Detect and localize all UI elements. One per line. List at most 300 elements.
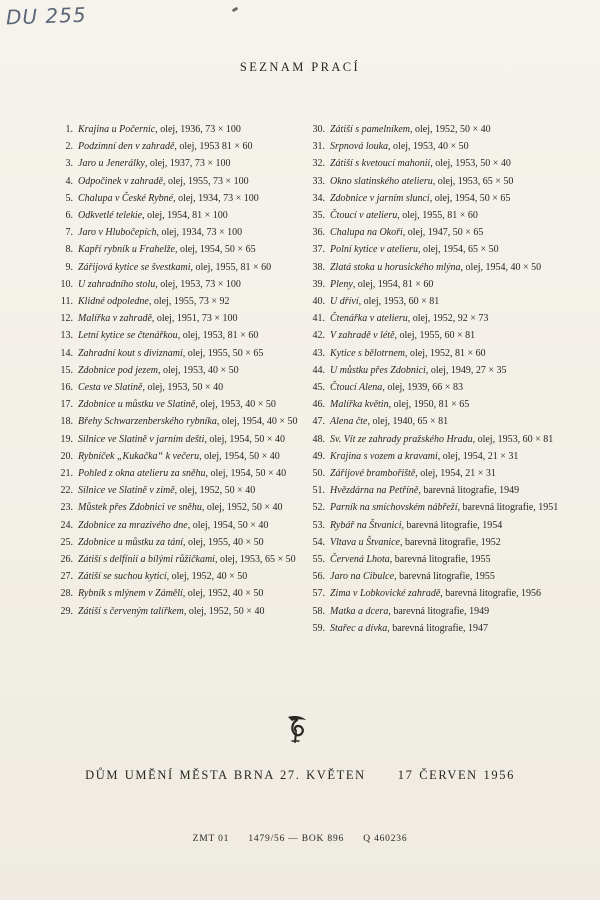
work-details: , barevná litografie, 1951 (457, 502, 559, 514)
work-title: Zdobnice za mrazivého dne (78, 519, 188, 531)
work-title: Kytice s bělotrnem (330, 347, 405, 359)
work-description (78, 121, 302, 138)
work-entry (52, 310, 302, 327)
work-description (330, 585, 564, 602)
work-description (330, 293, 564, 310)
work-description (330, 499, 564, 516)
work-details: , olej, 1936, 73 × 100 (155, 124, 241, 135)
work-title: Letní kytice se čtenářkou (78, 330, 178, 342)
work-description (78, 431, 302, 448)
work-details: , olej, 1951, 73 × 100 (151, 313, 238, 325)
work-title: Pleny (330, 278, 353, 290)
work-number: 18. (60, 416, 73, 428)
work-description (78, 448, 302, 465)
work-title: Okno slatinského atelieru (330, 175, 433, 187)
work-number: 57. (312, 588, 325, 600)
work-description (330, 534, 564, 551)
work-title: Podzimní den v zahradě (78, 141, 175, 153)
work-title: Břehy Schwarzenberského rybníka (78, 416, 217, 428)
work-title: Alena čte (330, 416, 368, 428)
work-number: 58. (312, 605, 325, 617)
work-details: , olej, 1939, 66 × 83 (382, 382, 463, 394)
work-entry (304, 190, 564, 207)
work-details: , olej, 1934, 73 × 100 (156, 227, 243, 239)
work-title: Odpočinek v zahradě (78, 175, 163, 187)
work-entry (304, 499, 564, 516)
work-number: 40. (312, 296, 325, 308)
work-number: 59. (312, 622, 325, 634)
work-entry (304, 448, 564, 465)
work-details: , olej, 1955, 73 × 92 (148, 296, 230, 308)
work-title: Zdobnice pod jezem (78, 364, 158, 376)
work-entry (52, 482, 302, 499)
work-number: 48. (312, 433, 325, 445)
work-title: Čtoucí v atelieru (330, 210, 398, 222)
exhibition-footer (0, 768, 600, 783)
work-number: 51. (312, 485, 325, 497)
work-details: , olej, 1954, 50 × 65 (174, 244, 256, 256)
work-details: , barevná litografie, 1949 (418, 485, 520, 497)
work-entry (52, 327, 302, 344)
work-number: 13. (60, 330, 73, 342)
work-entry (304, 568, 564, 585)
work-title: Zdobnice v jarním slunci (330, 192, 430, 204)
work-details: , olej, 1955, 40 × 50 (183, 536, 264, 548)
work-description (330, 517, 564, 534)
work-description (78, 585, 302, 602)
work-entry (52, 224, 302, 241)
work-details: , olej, 1955, 73 × 100 (162, 175, 249, 187)
work-details: , olej, 1955, 50 × 65 (182, 347, 264, 359)
work-details: , olej, 1954, 40 × 50 (460, 261, 542, 273)
work-description (330, 431, 564, 448)
work-title: Zářijové brambořiště (330, 468, 416, 480)
work-number: 12. (60, 313, 73, 325)
work-title: Jaro v Hlubočepích (78, 227, 157, 239)
work-title: Silnice ve Slatině v jarním dešti (78, 433, 205, 445)
work-number: 16. (60, 382, 73, 394)
work-number: 6. (65, 210, 73, 222)
work-details: , olej, 1955, 60 × 81 (394, 330, 476, 342)
work-entry (52, 241, 302, 258)
work-description (330, 603, 564, 620)
work-number: 25. (60, 536, 73, 548)
work-details: , olej, 1954, 50 × 65 (429, 192, 511, 204)
work-description (330, 448, 564, 465)
work-entry (52, 379, 302, 396)
work-title: Zátiší s pamelníkem (330, 124, 410, 135)
work-title: Jaro na Cibulce (330, 571, 395, 583)
work-details: , olej, 1953, 73 × 100 (155, 278, 241, 290)
work-entry (304, 413, 564, 430)
work-details: , olej, 1953, 50 × 40 (142, 382, 224, 394)
work-number: 34. (312, 192, 325, 204)
work-entry (52, 517, 302, 534)
work-entry (52, 207, 302, 224)
work-title: Čtoucí Alena (330, 382, 383, 394)
work-details: , olej, 1954, 65 × 50 (418, 244, 499, 256)
work-description (330, 224, 564, 241)
work-description (330, 259, 564, 276)
work-details: , olej, 1953 81 × 60 (174, 141, 253, 153)
work-number: 55. (312, 554, 325, 566)
work-entry (304, 396, 564, 413)
work-entry (52, 448, 302, 465)
work-details: , olej, 1954, 21 × 31 (415, 468, 496, 480)
work-entry (52, 396, 302, 413)
work-details: , olej, 1953, 50 × 40 (430, 158, 511, 170)
work-details: , olej, 1952, 40 × 50 (182, 588, 264, 600)
work-description (330, 551, 564, 568)
work-details: , olej, 1949, 27 × 35 (425, 364, 507, 376)
work-entry (52, 431, 302, 448)
work-details: , barevná litografie, 1955 (394, 571, 495, 583)
work-entry (304, 585, 564, 602)
print-permit: 1479/56 — BOK 896 (248, 834, 345, 844)
work-description (330, 173, 564, 190)
work-description (78, 379, 302, 396)
work-title: Zátiší se suchou kyticí (78, 571, 167, 583)
work-details: , olej, 1954, 81 × 60 (352, 278, 434, 290)
work-number: 50. (312, 468, 325, 480)
work-entry (52, 138, 302, 155)
work-details: , olej, 1955, 81 × 60 (190, 261, 272, 273)
work-title: Rybníček „Kukačka“ k večeru (78, 450, 200, 462)
work-description (78, 293, 302, 310)
work-number: 52. (312, 502, 325, 514)
work-number: 35. (312, 210, 325, 222)
work-details: , barevná litografie, 1952 (399, 536, 501, 548)
work-entry (52, 173, 302, 190)
work-details: , olej, 1940, 65 × 81 (367, 416, 449, 428)
work-entry (304, 173, 564, 190)
work-details: , olej, 1953, 40 × 50 (158, 364, 239, 376)
exhibition-start-date: 27. KVĚTEN (280, 768, 366, 782)
work-number: 22. (60, 485, 73, 497)
work-number: 8. (65, 244, 73, 256)
work-details: , olej, 1954, 81 × 100 (142, 210, 228, 222)
work-details: , olej, 1953, 65 × 50 (432, 175, 514, 187)
work-details: , olej, 1952, 81 × 60 (404, 347, 486, 359)
work-number: 1. (65, 124, 73, 135)
work-details: , olej, 1953, 81 × 60 (177, 330, 259, 342)
work-entry (304, 465, 564, 482)
work-description (78, 603, 302, 620)
work-details: , barevná litografie, 1949 (388, 605, 490, 617)
work-number: 47. (312, 416, 325, 428)
work-number: 11. (60, 296, 73, 308)
work-entry (304, 603, 564, 620)
work-number: 21. (60, 468, 73, 480)
work-entry (304, 293, 564, 310)
work-details: , olej, 1952, 92 × 73 (407, 313, 489, 325)
page-title: SEZNAM PRACÍ (239, 60, 361, 74)
work-entry (52, 259, 302, 276)
work-number: 14. (60, 347, 73, 359)
work-description (330, 155, 564, 172)
work-description (330, 465, 564, 482)
work-description (78, 138, 302, 155)
work-entry (304, 482, 564, 499)
work-number: 20. (60, 450, 73, 462)
work-entry (52, 465, 302, 482)
work-description (330, 310, 564, 327)
work-description (78, 310, 302, 327)
work-title: Odkvetlé telekie (78, 210, 143, 222)
work-description (78, 276, 302, 293)
work-title: Krajina u Počernic (78, 124, 156, 135)
work-entry (52, 568, 302, 585)
work-title: Vltava u Štvanice (330, 536, 400, 548)
work-description (78, 568, 302, 585)
work-entry (304, 620, 564, 637)
work-entry (52, 190, 302, 207)
work-title: Chalupa na Okoři (330, 227, 403, 239)
work-number: 4. (65, 175, 73, 187)
work-description (78, 551, 302, 568)
work-title: Rybář na Štvanici (330, 519, 402, 531)
work-number: 26. (60, 554, 73, 566)
work-description (78, 362, 302, 379)
work-title: Můstek přes Zdobnici ve sněhu (78, 502, 202, 514)
work-number: 39. (312, 278, 325, 290)
work-description (78, 345, 302, 362)
work-entry (304, 259, 564, 276)
work-entry (304, 345, 564, 362)
work-title: U můstku přes Zdobnici (330, 364, 426, 376)
work-details: , barevná litografie, 1954 (401, 519, 503, 531)
institution-name: DŮM UMĚNÍ MĚSTA BRNA (85, 768, 275, 782)
work-entry (304, 207, 564, 224)
work-entry (304, 551, 564, 568)
work-description (330, 345, 564, 362)
work-entry (304, 327, 564, 344)
work-title: Klidné odpoledne (78, 296, 149, 308)
work-entry (52, 155, 302, 172)
work-title: V zahradě v létě (330, 330, 395, 342)
work-number: 5. (65, 192, 73, 204)
work-description (78, 224, 302, 241)
work-details: , olej, 1950, 81 × 65 (388, 399, 470, 411)
work-entry (304, 138, 564, 155)
work-description (78, 241, 302, 258)
work-number: 49. (312, 450, 325, 462)
work-title: Kapří rybník u Frahelže (78, 244, 175, 256)
work-number: 43. (312, 347, 325, 359)
handwritten-inventory-mark: DU 255 (5, 2, 87, 30)
work-title: Malířka květin (330, 399, 389, 411)
work-details: , olej, 1952, 50 × 40 (174, 485, 256, 497)
work-entry (304, 224, 564, 241)
work-details: , olej, 1953, 60 × 81 (358, 296, 440, 308)
work-details: , olej, 1954, 50 × 40 (205, 468, 287, 480)
work-description (330, 190, 564, 207)
work-description (330, 241, 564, 258)
work-entry (52, 276, 302, 293)
work-entry (52, 585, 302, 602)
work-title: Matka a dcera (330, 605, 389, 617)
works-list-left-column (52, 121, 302, 620)
work-number: 42. (312, 330, 325, 342)
work-number: 23. (60, 502, 73, 514)
work-entry (52, 413, 302, 430)
work-number: 17. (60, 399, 73, 411)
work-entry (304, 362, 564, 379)
work-description (330, 568, 564, 585)
work-number: 56. (312, 571, 325, 583)
work-number: 44. (312, 364, 325, 376)
work-description (78, 465, 302, 482)
work-title: Stařec a dívka (330, 622, 388, 634)
work-title: Zahradní kout s diviznami (78, 347, 183, 359)
work-details: , olej, 1934, 73 × 100 (173, 192, 259, 204)
work-entry (304, 241, 564, 258)
work-title: Jaro u Jenerálky (78, 158, 145, 170)
work-title: Zdobnice u můstku ve Slatině (78, 399, 196, 411)
work-number: 7. (65, 227, 73, 239)
work-number: 27. (60, 571, 73, 583)
work-description (78, 499, 302, 516)
work-number: 2. (65, 141, 73, 153)
work-description (78, 207, 302, 224)
work-number: 24. (60, 519, 73, 531)
work-details: , olej, 1953, 40 × 50 (195, 399, 276, 411)
work-title: Pohled z okna atelieru za sněhu (78, 468, 206, 480)
work-description (330, 482, 564, 499)
work-entry (304, 276, 564, 293)
work-number: 29. (60, 605, 73, 617)
work-number: 9. (65, 261, 73, 273)
work-description (78, 413, 302, 430)
work-title: Hvězdárna na Petříně (330, 485, 419, 497)
work-entry (304, 517, 564, 534)
work-number: 46. (312, 399, 325, 411)
work-details: , olej, 1954, 50 × 40 (199, 450, 280, 462)
work-details: , barevná litografie, 1955 (389, 554, 491, 566)
publisher-logo-icon (284, 714, 310, 744)
work-description (330, 207, 564, 224)
work-number: 31. (312, 141, 325, 153)
work-title: Čtenářka v atelieru (330, 313, 408, 325)
work-number: 10. (60, 278, 73, 290)
work-description (78, 396, 302, 413)
work-number: 32. (312, 158, 325, 170)
work-number: 19. (60, 433, 73, 445)
work-description (78, 155, 302, 172)
work-title: Krajina s vozem a kravami (330, 450, 438, 462)
work-title: Silnice ve Slatině v zimě (78, 485, 175, 497)
work-description (330, 362, 564, 379)
work-entry (52, 603, 302, 620)
work-number: 33. (312, 175, 325, 187)
work-title: Sv. Vít ze zahrady pražského Hradu (330, 433, 473, 445)
work-details: , barevná litografie, 1947 (387, 622, 488, 634)
work-number: 45. (312, 382, 325, 394)
work-title: Červená Lhota (330, 554, 390, 566)
work-description (330, 276, 564, 293)
work-number: 38. (312, 261, 325, 273)
work-title: Zářijová kytice se švestkami (78, 261, 191, 273)
work-number: 28. (60, 588, 73, 600)
work-title: Cesta ve Slatině (78, 382, 143, 394)
work-details: , olej, 1954, 50 × 40 (204, 433, 285, 445)
work-description (78, 327, 302, 344)
work-title: U dříví (330, 296, 359, 308)
work-entry (304, 379, 564, 396)
work-description (330, 121, 564, 138)
work-entry (52, 121, 302, 138)
work-number: 53. (312, 519, 325, 531)
work-description (78, 517, 302, 534)
work-description (330, 413, 564, 430)
work-title: Zdobnice u můstku za tání (78, 536, 183, 548)
work-number: 41. (312, 313, 325, 325)
work-details: , olej, 1953, 60 × 81 (472, 433, 554, 445)
work-number: 15. (60, 364, 73, 376)
work-description (78, 173, 302, 190)
work-title: Parník na smíchovském nábřeží (330, 502, 458, 514)
work-entry (52, 551, 302, 568)
work-details: , olej, 1952, 50 × 40 (201, 502, 283, 514)
work-title: Rybník s mlýnem v Zámělí (78, 588, 183, 600)
work-description (330, 138, 564, 155)
work-entry (52, 293, 302, 310)
work-title: Chalupa v České Rybné (78, 192, 174, 204)
work-details: , olej, 1954, 21 × 31 (437, 450, 519, 462)
work-title: Zlatá stoka u horusického mlýna (330, 261, 461, 273)
work-details: , olej, 1955, 81 × 60 (397, 210, 478, 222)
work-entry (304, 121, 564, 138)
work-description (78, 482, 302, 499)
work-number: 3. (65, 158, 73, 170)
work-title: Srpnová louka (330, 141, 389, 153)
work-description (330, 327, 564, 344)
work-title: Zátiší s červeným talířkem (78, 605, 184, 617)
work-description (78, 534, 302, 551)
work-entry (52, 362, 302, 379)
work-entry (304, 310, 564, 327)
work-details: , olej, 1953, 65 × 50 (214, 554, 296, 566)
work-entry (52, 345, 302, 362)
work-description (330, 620, 564, 637)
work-title: Polní kytice v atelieru (330, 244, 419, 256)
work-number: 54. (312, 536, 325, 548)
work-details: , barevná litografie, 1956 (440, 588, 542, 600)
works-list-right-column (304, 121, 564, 637)
work-description (78, 259, 302, 276)
work-details: , olej, 1954, 40 × 50 (216, 416, 298, 428)
work-details: , olej, 1953, 40 × 50 (388, 141, 469, 153)
work-details: , olej, 1954, 50 × 40 (187, 519, 269, 531)
work-description (330, 379, 564, 396)
work-details: , olej, 1937, 73 × 100 (144, 158, 231, 170)
work-details: , olej, 1952, 50 × 40 (183, 605, 265, 617)
work-title: Zátiší s delfínií a bílými růžičkami (78, 554, 215, 566)
print-order: Q 460236 (363, 834, 408, 844)
print-code: ZMT 01 (192, 834, 230, 844)
ink-speck (232, 7, 239, 13)
work-entry (304, 534, 564, 551)
work-title: Malířka v zahradě (78, 313, 152, 325)
work-entry (304, 431, 564, 448)
work-number: 30. (312, 124, 325, 135)
work-details: , olej, 1952, 40 × 50 (166, 571, 248, 583)
work-details: , olej, 1947, 50 × 65 (402, 227, 484, 239)
work-description (78, 190, 302, 207)
work-number: 36. (312, 227, 325, 239)
work-details: , olej, 1952, 50 × 40 (410, 124, 491, 135)
work-entry (304, 155, 564, 172)
